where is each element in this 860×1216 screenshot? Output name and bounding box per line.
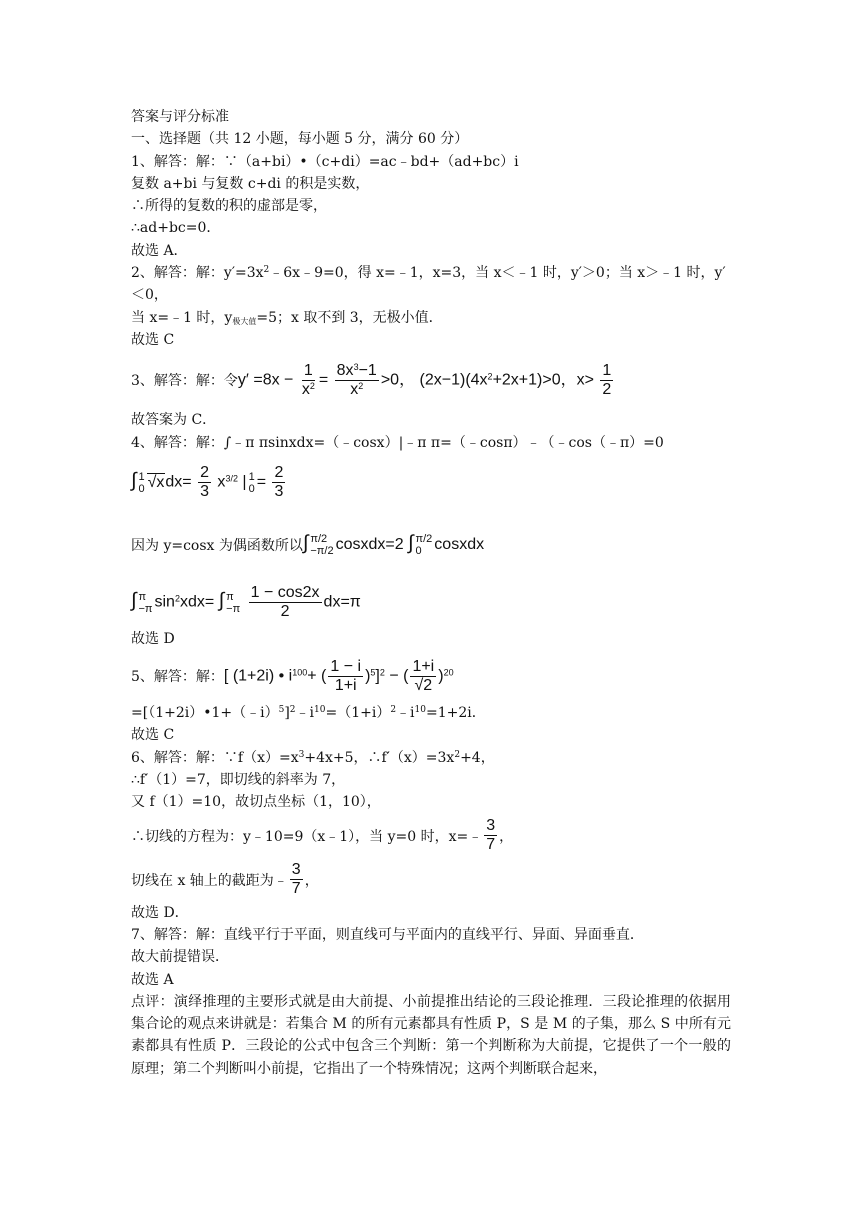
q1-line4: ∴ad+bc=0． — [131, 220, 221, 237]
q6-line1: 6、解答：解：$\because f(x)=x^3+4x+5$，$\therefore f'(x)=3x^2+4$， — [131, 749, 495, 766]
q3-answer: 故答案为 C． — [131, 412, 217, 429]
q7-line1: 7、解答：解：直线平行于平面，则直线可与平面内的直线平行、异面、异面垂直． — [131, 926, 644, 943]
q2-line3: 当 x=﹣1 时，$y_{极大值}=5$；x 取不到 3，无极小值． — [131, 309, 443, 326]
q1-line2: 复数 a+bi 与复数 c+di 的积是实数， — [131, 175, 370, 192]
q5-answer: 故选 C — [131, 727, 175, 744]
answer-content — [131, 106, 731, 1080]
q1-line3: ∴所得的复数的积的虚部是零， — [131, 198, 327, 215]
q3-formula: y′ =8x − $\frac{1}{x^2}$ = $\frac{8x^3-1}{x^2}$ >0， $(2x-1)(4x^2+2x+1)>0$，x> $\frac{1}{2}$ — [237, 361, 612, 398]
q7-comment: 点评：演绎推理的主要形式就是由大前提、小前提推出结论的三段论推理．三段论推理的依据用集合论的观点来讲就是：若集合 M 的所有元素都具有性质 P，S 是 M 的子集，那么 S 中所有元素都具有性质 P．三段论的公式中包含三个判断：第一个判断称为大前提，它提供了一个一般的原理；第二个判断叫小前提，它指出了一个特殊情况；这两个判断联合起来， — [131, 993, 731, 1077]
q5-line2: $=[(1+2i)•1+(﹣i)^5]^2﹣i^{10}=(1+i)^2﹣i^{10}=1+2i$． — [131, 705, 486, 722]
q2-line1: 2、解答：解：$y'=3x^2﹣6x﹣9=0$，得 x=﹣1，x=3，当 x＜﹣1 时，y′＞0；当 x＞﹣1 时，y′ — [131, 265, 726, 282]
q5-formula: [ (1+2i) • $i^{100}+$ ( $\frac{1 - i}{1+i}$ )$^5$]$^2$ − ( $\frac{1+i}{√2}$ )$^{20}$ — [223, 657, 454, 694]
q4-formula-sin: ∫ π −π $\sin^2xdx=$ ∫ π −π $\frac{1 - \cos 2x}{2}$ dx=π — [131, 584, 361, 621]
q4-line3: 因为 y=cosx 为偶函数所以 ∫ π/2 −π/2 cosxdx=2 ∫ π/2 0 cosxdx — [131, 532, 485, 558]
q3-line1: 3、解答：解：令 y′ =8x − $\frac{1}{x^2}$ = $\frac{8x^3-1}{x^2}$ >0， $(2x-1)(4x^2+2x+1)>0$，x> $\frac{1}{2}$ — [131, 351, 731, 409]
q6-line3: 又 f（1）=10，故切点坐标（1，10）， — [131, 794, 381, 811]
q2-answer: 故选 C — [131, 331, 175, 348]
q2-line2: ＜0， — [131, 287, 168, 304]
q1-line1: 1、解答：解：∵（a+bi）•（c+di）=ac﹣bd+（ad+bc）i — [131, 153, 519, 170]
q4-answer: 故选 D — [131, 630, 175, 647]
q6-line5: 切线在 x 轴上的截距为﹣ $\frac{3}{7}$ ， — [131, 861, 319, 898]
q6-line2: ∴f′（1）=7，即切线的斜率为 7， — [131, 772, 346, 789]
q4-line2 — [131, 454, 731, 512]
q4-formula-cos: ∫ π/2 −π/2 cosxdx=2 ∫ π/2 0 cosxdx — [302, 532, 485, 558]
q4-line1: 4、解答：解：∫﹣π πsinxdx=（﹣cosx）|﹣π π=（﹣cosπ）﹣（﹣cos（﹣π）=0 — [131, 434, 664, 451]
section-heading: 一、选择题（共 12 小题，每小题 5 分，满分 60 分） — [131, 131, 469, 148]
q4-line4 — [131, 578, 731, 628]
q7-answer: 故选 A — [131, 971, 174, 988]
q4-formula-sqrt: ∫ 1 0 √xdx= $\frac{2}{3}$ $x^{3/2}$ | 1 0 = $\frac{2}{3}$ — [131, 464, 284, 501]
doc-title: 答案与评分标准 — [131, 109, 229, 125]
q7-line2: 故大前提错误． — [131, 949, 229, 966]
q5-line1: 5、解答：解： [ (1+2i) • $i^{100}+$ ( $\frac{1 - i}{1+i}$ )$^5$]$^2$ − ( $\frac{1+i}{√2}$ )$^{20}$ — [131, 657, 454, 694]
q1-answer: 故选 A． — [131, 242, 188, 259]
q6-answer: 故选 D． — [131, 904, 189, 921]
q6-fraction-a: $\frac{3}{7}$ — [486, 817, 496, 854]
q6-line4: ∴切线的方程为：y﹣10=9（x﹣1），当 y=0 时，x=﹣ $\frac{3}{7}$ ， — [131, 817, 514, 854]
q6-fraction-b: $\frac{3}{7}$ — [291, 861, 301, 898]
